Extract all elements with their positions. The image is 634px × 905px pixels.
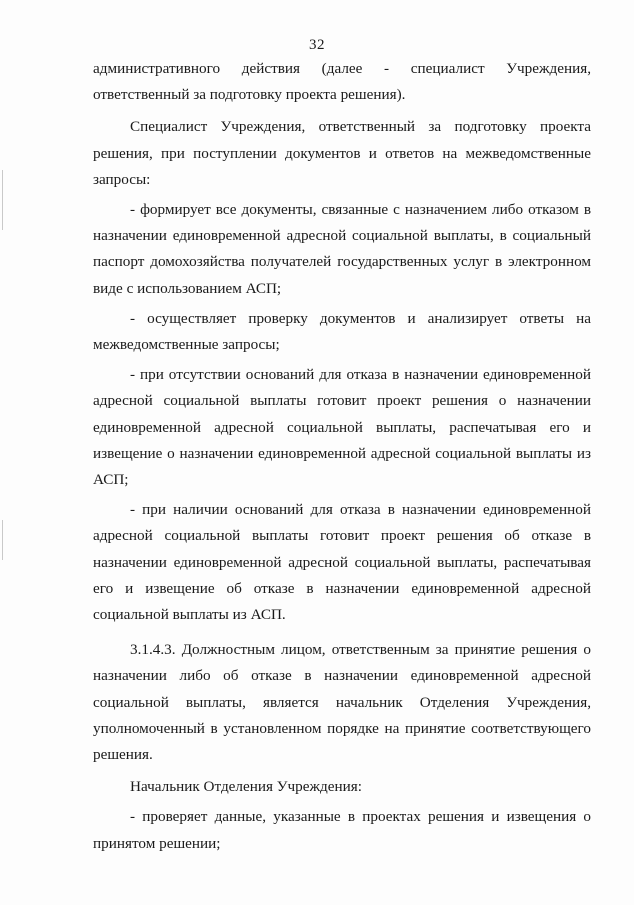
paragraph-continuation: административного действия (далее - специалист Учреждения, ответственный за подготовку проекта решения). xyxy=(93,60,591,104)
paragraph-responsible-official: 3.1.4.3. Должностным лицом, ответственным за принятие решения о назначении либо об отказе в назначении единовременной адресной социальной выплаты, является начальник Отделения Учреждения, уполномоченный в установленном порядке на принятие соответствующего решения. xyxy=(93,641,591,764)
document-body xyxy=(93,56,591,857)
paragraph-specialist-intro: Специалист Учреждения, ответственный за подготовку проекта решения, при поступлении документов и ответов на межведомственные запросы: xyxy=(93,118,591,188)
list-item-grounds-for-refusal: - при наличии оснований для отказа в назначении единовременной адресной социальной выплаты готовит проект решения об отказе в назначении единовременной адресной социальной выплаты, распечатывая его и извещение об отказе в назначении единовременной адресной социальной выплаты из АСП. xyxy=(93,501,591,624)
list-item-no-grounds-for-refusal: - при отсутствии оснований для отказа в назначении единовременной адресной социальной выплаты готовит проект решения о назначении единовременной адресной социальной выплаты, распечатывая его и извещение о назначении единовременной адресной социальной выплаты из АСП; xyxy=(93,366,591,489)
list-item-checks-documents: - осуществляет проверку документов и анализирует ответы на межведомственные запросы; xyxy=(93,309,591,354)
page-number: 32 xyxy=(309,37,325,53)
list-item-checks-data: - проверяет данные, указанные в проектах решения и извещения о принятом решении; xyxy=(93,808,591,852)
scan-edge-mark xyxy=(2,170,3,230)
scan-edge-mark xyxy=(2,520,3,560)
list-item-forms-documents: - формирует все документы, связанные с назначением либо отказом в назначении единовременной адресной социальной выплаты, в социальный паспорт домохозяйства получателей государственных услуг в электронном виде с использованием АСП; xyxy=(93,201,591,297)
paragraph-department-head: Начальник Отделения Учреждения: xyxy=(130,778,362,796)
